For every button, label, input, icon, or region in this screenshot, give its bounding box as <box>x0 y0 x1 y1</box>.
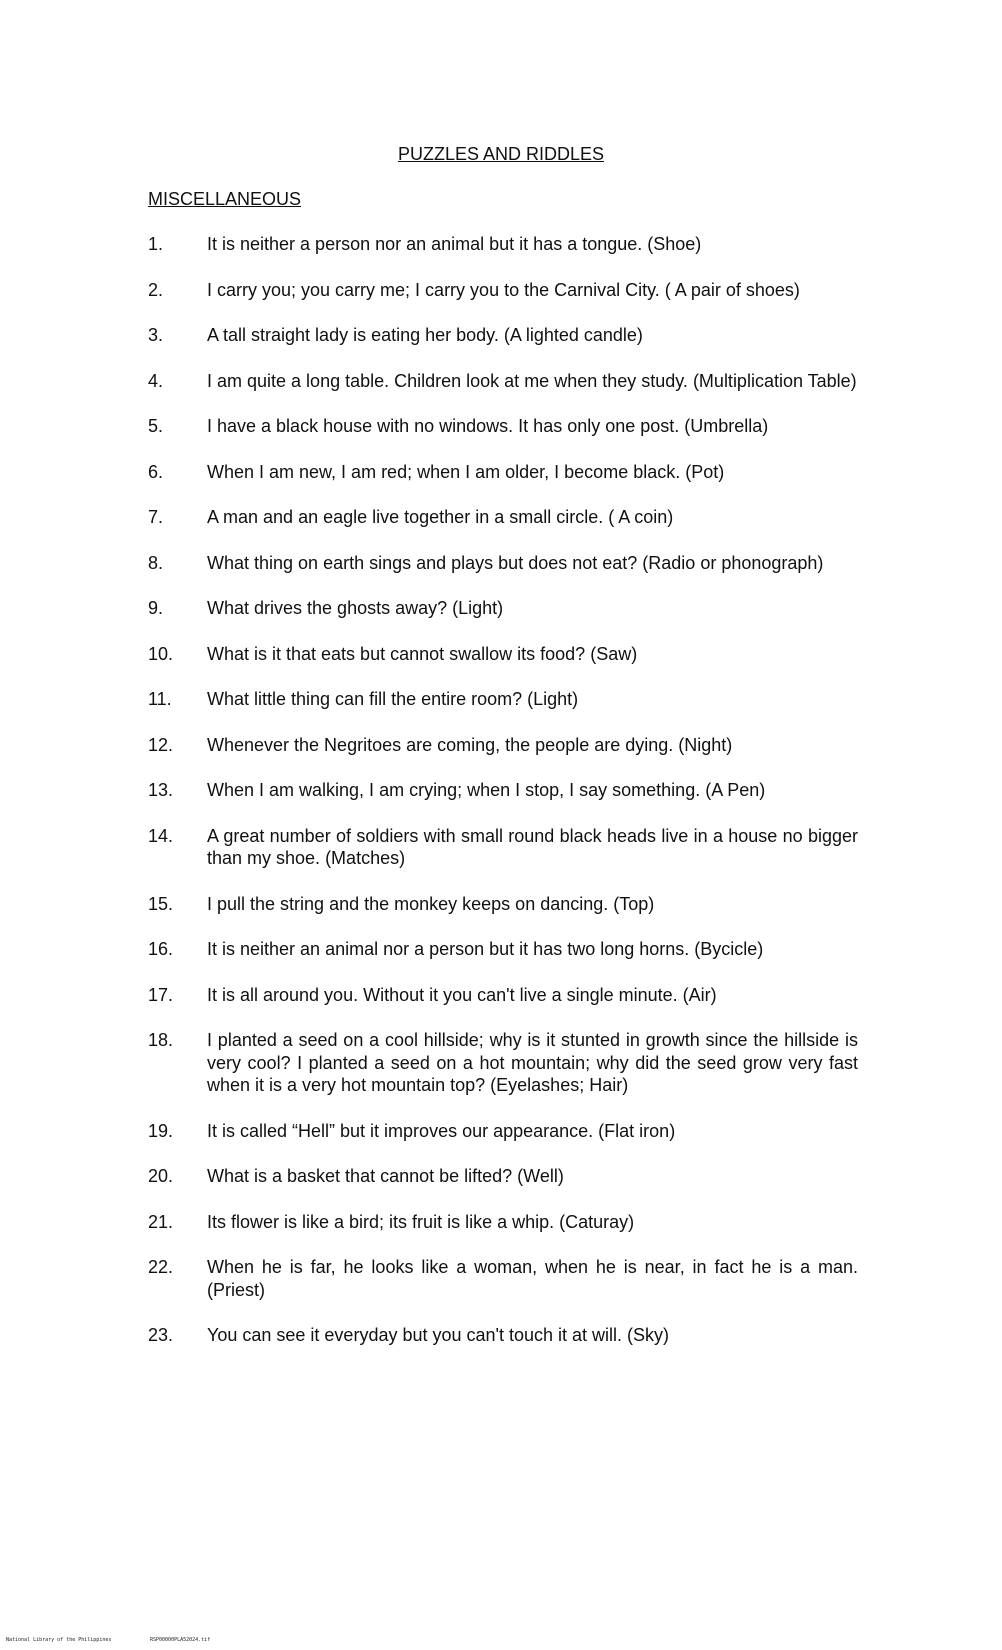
riddle-number: 19. <box>148 1120 174 1141</box>
riddle-item <box>148 1165 858 1188</box>
riddle-item <box>148 233 858 256</box>
riddle-text: It is neither an animal nor a person but it has two long horns. (Bycicle) <box>207 939 764 959</box>
riddle-text: You can see it everyday but you can't touch it at will. (Sky) <box>207 1325 670 1345</box>
riddle-text: Its flower is like a bird; its fruit is like a whip. (Caturay) <box>207 1211 635 1232</box>
riddle-item <box>148 370 858 393</box>
riddle-item <box>148 506 858 529</box>
riddle-text: Whenever the Negritoes are coming, the people are dying. (Night) <box>207 734 733 755</box>
riddle-item <box>148 1029 858 1097</box>
riddle-number: 11. <box>148 689 172 709</box>
riddle-item <box>148 1324 858 1347</box>
riddle-text: It is called “Hell” but it improves our appearance. (Flat iron) <box>207 1120 676 1141</box>
riddle-number: 16. <box>148 939 174 959</box>
riddle-text: When I am walking, I am crying; when I stop, I say something. (A Pen) <box>207 780 766 800</box>
riddle-item <box>148 597 858 620</box>
riddle-number: 18. <box>148 1030 174 1050</box>
riddle-text: I pull the string and the monkey keeps on dancing. (Top) <box>207 893 655 914</box>
riddle-item <box>148 893 858 916</box>
footer-library-stamp: National Library of the Philippines <box>6 1637 112 1643</box>
riddle-number: 23. <box>148 1325 174 1345</box>
riddle-number: 3. <box>148 325 164 345</box>
riddle-text: A tall straight lady is eating her body. (A lighted candle) <box>207 325 643 345</box>
riddle-text: What is a basket that cannot be lifted? (Well) <box>207 1166 564 1186</box>
riddle-text: It is all around you. Without it you can't live a single minute. (Air) <box>207 984 717 1005</box>
riddle-item <box>148 1120 858 1143</box>
riddle-text: What is it that eats but cannot swallow its food? (Saw) <box>207 643 638 664</box>
riddle-item <box>148 779 858 802</box>
riddle-item <box>148 1211 858 1234</box>
riddle-item <box>148 734 858 757</box>
riddle-text: What thing on earth sings and plays but does not eat? (Radio or phonograph) <box>207 552 824 573</box>
riddle-text: I have a black house with no windows. It has only one post. (Umbrella) <box>207 416 769 436</box>
riddle-number: 17. <box>148 984 174 1005</box>
riddle-item <box>148 415 858 438</box>
riddle-item <box>148 461 858 484</box>
riddle-item <box>148 643 858 666</box>
riddle-number: 21. <box>148 1211 174 1232</box>
riddle-item <box>148 938 858 961</box>
riddle-number: 6. <box>148 461 164 482</box>
riddle-text: When I am new, I am red; when I am older, I become black. (Pot) <box>207 461 725 482</box>
riddle-text: I carry you; you carry me; I carry you to the Carnival City. ( A pair of shoes) <box>207 279 800 300</box>
riddle-text: A great number of soldiers with small round black heads live in a house no bigger than my shoe. (Matches) <box>207 825 858 868</box>
footer-file-id: RSP00000PLA52024.tif <box>150 1637 211 1643</box>
riddle-number: 10. <box>148 643 174 664</box>
riddle-text: What drives the ghosts away? (Light) <box>207 598 504 618</box>
riddle-list <box>148 233 858 1370</box>
riddle-number: 22. <box>148 1257 174 1277</box>
riddle-item <box>148 825 858 870</box>
riddle-number: 12. <box>148 734 174 755</box>
page-title: PUZZLES AND RIDDLES <box>397 144 605 164</box>
riddle-number: 1. <box>148 234 164 254</box>
riddle-number: 15. <box>148 893 174 914</box>
riddle-number: 13. <box>148 780 174 800</box>
riddle-number: 5. <box>148 416 164 436</box>
riddle-text: It is neither a person nor an animal but it has a tongue. (Shoe) <box>207 234 702 254</box>
section-heading: MISCELLANEOUS <box>148 189 302 209</box>
riddle-text: A man and an eagle live together in a small circle. ( A coin) <box>207 507 674 527</box>
riddle-text: I planted a seed on a cool hillside; why is it stunted in growth since the hillside is very cool? I planted a seed on a hot mountain; why did the seed grow very fast when it is a very hot mountain top? (Eyelashes; Hair) <box>207 1030 858 1095</box>
riddle-item <box>148 324 858 347</box>
riddle-item <box>148 984 858 1007</box>
riddle-number: 20. <box>148 1166 174 1186</box>
riddle-text: What little thing can fill the entire room? (Light) <box>207 689 579 709</box>
riddle-item <box>148 688 858 711</box>
riddle-number: 4. <box>148 370 164 391</box>
riddle-number: 8. <box>148 552 164 573</box>
riddle-item <box>148 552 858 575</box>
riddle-number: 14. <box>148 825 174 846</box>
riddle-item <box>148 279 858 302</box>
riddle-number: 7. <box>148 507 164 527</box>
riddle-text: When he is far, he looks like a woman, when he is near, in fact he is a man. (Priest) <box>207 1257 858 1300</box>
riddle-number: 2. <box>148 279 164 300</box>
riddle-number: 9. <box>148 598 164 618</box>
riddle-text: I am quite a long table. Children look at me when they study. (Multiplication Table) <box>207 370 857 391</box>
riddle-item <box>148 1256 858 1301</box>
